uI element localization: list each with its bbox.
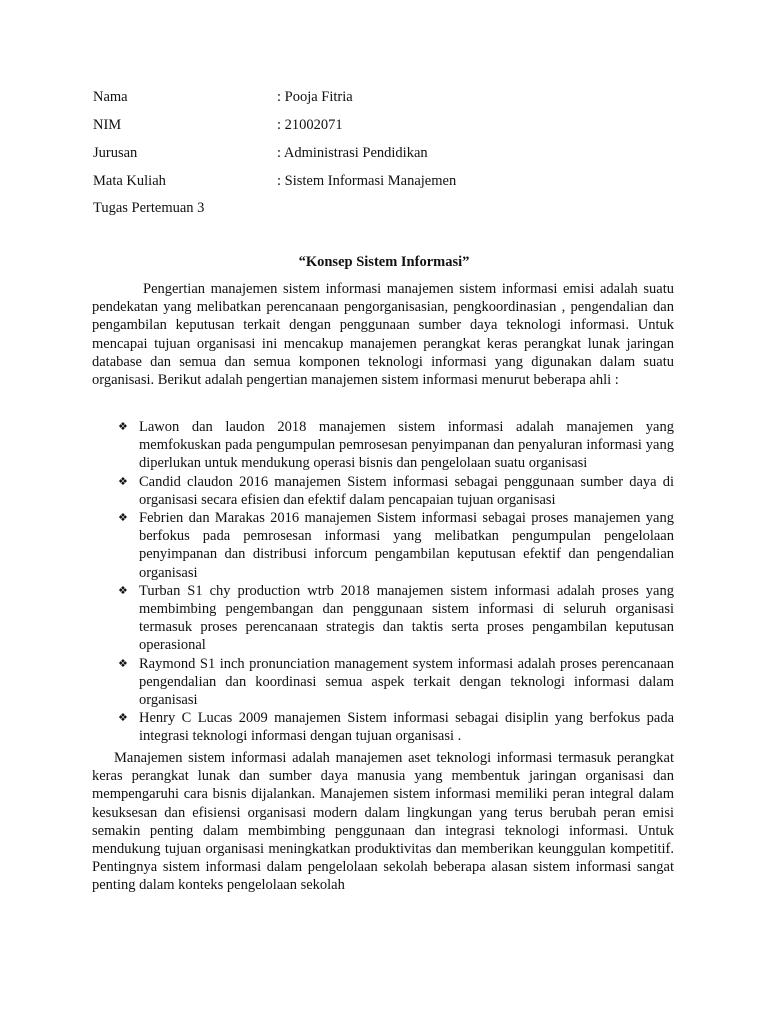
info-value: : Sistem Informasi Manajemen <box>277 173 457 189</box>
info-row-name <box>93 86 456 114</box>
list-item <box>118 655 674 710</box>
diamond-bullet-icon: ❖ <box>118 420 128 433</box>
list-item-text: Henry C Lucas 2009 manajemen Sistem informasi sebagai disiplin yang berfokus pada integrasi teknologi informasi dengan tujuan organisasi . <box>139 710 674 745</box>
info-value: : Administrasi Pendidikan <box>277 145 428 161</box>
list-item-text: Lawon dan laudon 2018 manajemen sistem informasi adalah manajemen yang memfokuskan pada pengumpulan pemrosesan penyimpanan dan penyaluran informasi yang diperlukan untuk mendukung operasi bisnis dan pengelolaan suatu organisasi <box>139 419 674 472</box>
diamond-bullet-icon: ❖ <box>118 711 128 725</box>
info-label: Mata Kuliah <box>93 173 166 189</box>
info-label: NIM <box>93 117 122 133</box>
info-row-major <box>93 142 456 170</box>
diamond-bullet-icon: ❖ <box>118 656 128 670</box>
info-row-nim <box>93 114 456 142</box>
info-label: Jurusan <box>93 145 138 161</box>
diamond-bullet-icon: ❖ <box>118 583 128 597</box>
closing-paragraph: Manajemen sistem informasi adalah manajemen aset teknologi informasi termasuk perangkat keras perangkat lunak dan sumber daya manusia yang membentuk jaringan organisasi dan mempengaruhi cara bisnis dijalankan. Manajemen sistem informasi memiliki peran integral dalam kesuksesan dan efisiensi organisasi modern dalam lingkungan yang terus berubah peran emisi semakin penting dalam membimbing penggunaan dan integrasi teknologi informasi. Untuk mendukung tujuan organisasi meningkatkan produktivitas dan memberikan keunggulan kompetitif. Pentingnya sistem informasi dalam pengelolaan sekolah beberapa alasan sistem informasi sangat penting dalam konteks pengelolaan sekolah <box>92 750 674 894</box>
list-item <box>118 709 674 745</box>
list-item-text: Turban S1 chy production wtrb 2018 manajemen sistem informasi adalah proses yang membimbing pengembangan dan penggunaan sistem informasi di seluruh organisasi termasuk proses perencanaan strategis dan taktis serta proses pengambilan keputusan operasional <box>139 582 674 654</box>
info-row-course <box>93 170 456 198</box>
task-label: Tugas Pertemuan 3 <box>93 200 205 216</box>
diamond-bullet-icon: ❖ <box>118 511 128 525</box>
document-title: “Konsep Sistem Informasi” <box>298 254 470 270</box>
list-item-text: Febrien dan Marakas 2016 manajemen Sistem informasi sebagai proses manajemen yang berfokus pada pemrosesan informasi yang melibatkan pengumpulan pengelolaan penyimpanan dan distribusi inforcum pengambilan keputusan efektif dan pengendalian organisasi <box>139 510 674 581</box>
definitions-list <box>118 418 674 746</box>
student-info-block <box>93 86 456 198</box>
diamond-bullet-icon: ❖ <box>118 474 128 488</box>
list-item <box>118 582 674 655</box>
info-label: Nama <box>93 89 128 105</box>
list-item <box>118 473 674 509</box>
list-item <box>118 509 674 582</box>
list-item <box>118 418 674 473</box>
info-value: : 21002071 <box>277 117 343 133</box>
list-item-text: Candid claudon 2016 manajemen Sistem informasi sebagai penggunaan sumber daya di organisasi secara efisien dan efektif dalam pencapaian tujuan organisasi <box>139 473 674 508</box>
intro-paragraph: Pengertian manajemen sistem informasi manajemen sistem informasi emisi adalah suatu pendekatan yang melibatkan perencanaan pengorganisasian, pengkoordinasian , pengendalian dan pengambilan keputusan terkait dengan penggunaan sumber daya teknologi informasi. Untuk mencapai tujuan organisasi ini mencakup manajemen perangkat keras perangkat lunak jaringan database dan semua dan semua komponen teknologi informasi yang digunakan dalam suatu organisasi. Berikut adalah pengertian manajemen sistem informasi menurut beberapa ahli : <box>92 281 674 389</box>
list-item-text: Raymond S1 inch pronunciation management system informasi adalah proses perencanaan pengendalian dan koordinasi semua aspek terkait dengan teknologi informasi dalam organisasi <box>139 655 674 709</box>
info-value: : Pooja Fitria <box>277 89 353 105</box>
